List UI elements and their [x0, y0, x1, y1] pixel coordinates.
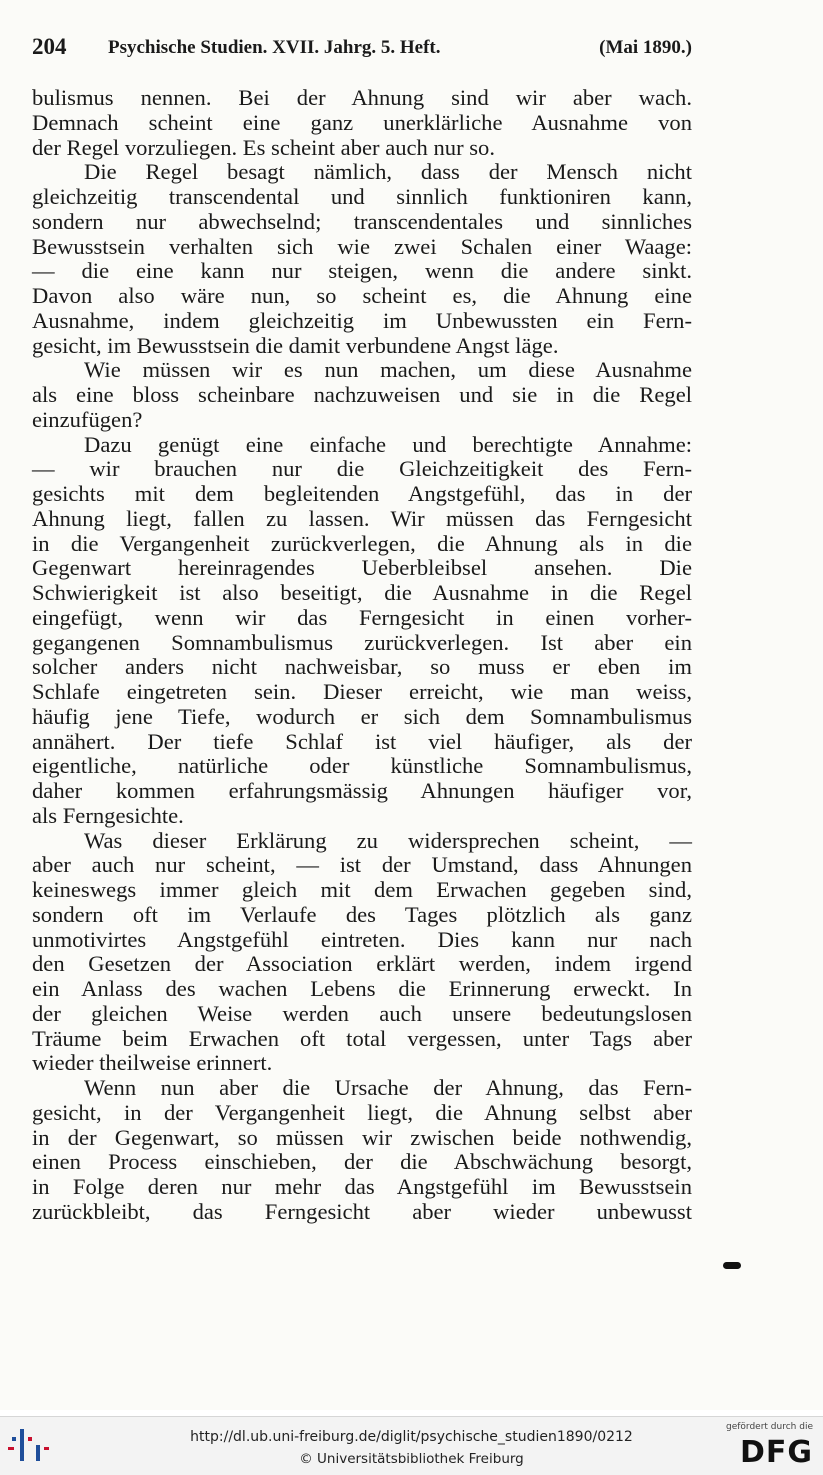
text-line: Was dieser Erklärung zu widersprechen scheint, —	[84, 827, 692, 853]
text-line: Schlafe eingetreten sein. Dieser erreicht, wie man weiss,	[32, 679, 692, 704]
text-line: gesicht, im Bewusstsein die damit verbundene Angst läge.	[32, 332, 559, 358]
running-title: Psychische Studien. XVII. Jahrg. 5. Heft.	[108, 37, 441, 58]
document-url[interactable]: http://dl.ub.uni-freiburg.de/diglit/psychische_studien1890/0212	[190, 1429, 633, 1445]
text-line: sondern nur abwechselnd; transcendentales und sinnliches	[32, 208, 692, 234]
body-text	[32, 86, 692, 1225]
text-line: Davon also wäre nun, so scheint es, die Ahnung eine	[32, 283, 692, 308]
text-line: Gegenwart hereinragendes Ueberbleibsel ansehen. Die	[32, 555, 692, 581]
dfg-logo: DFG	[739, 1435, 813, 1470]
text-line: den Gesetzen der Association erklärt werden, indem irgend	[32, 951, 692, 977]
text-line: gegangenen Somnambulismus zurückverlegen. Ist aber ein	[32, 629, 692, 655]
issue-date: (Mai 1890.)	[599, 37, 692, 58]
page-number: 204	[32, 34, 67, 59]
text-line: als Ferngesichte.	[32, 802, 184, 828]
text-line: häufig jene Tiefe, wodurch er sich dem Somnambulismus	[32, 703, 692, 729]
text-line: gesichts mit dem begleitenden Angstgefühl, das in der	[32, 481, 692, 506]
text-line: Träume beim Erwachen oft total vergessen, unter Tags aber	[32, 1025, 692, 1051]
text-line: einzufügen?	[32, 406, 143, 432]
text-line: gleichzeitig transcendental und sinnlich funktioniren kann,	[32, 184, 692, 209]
text-line: in der Gegenwart, so müssen wir zwischen beide nothwendig,	[32, 1124, 692, 1150]
text-line: ein Anlass des wachen Lebens die Erinnerung erweckt. In	[32, 976, 692, 1001]
text-line: eigentliche, natürliche oder künstliche Somnambulismus,	[32, 753, 692, 779]
text-line: in die Vergangenheit zurückverlegen, die Ahnung als in die	[32, 530, 692, 556]
text-line: sondern oft im Verlaufe des Tages plötzlich als ganz	[32, 901, 692, 927]
text-line: solcher anders nicht nachweisbar, so muss er eben im	[32, 654, 692, 680]
text-line: keineswegs immer gleich mit dem Erwachen gegeben sind,	[32, 877, 692, 902]
text-line: zurückbleibt, das Ferngesicht aber wieder unbewusst	[32, 1198, 692, 1224]
text-line: Demnach scheint eine ganz unerklärliche Ausnahme von	[32, 109, 692, 135]
text-line: der Regel vorzuliegen. Es scheint aber auch nur so.	[32, 134, 496, 160]
text-line: als eine bloss scheinbare nachzuweisen und sie in die Regel	[32, 382, 692, 407]
text-line: — die eine kann nur steigen, wenn die andere sinkt.	[32, 258, 692, 284]
scan-mark	[723, 1262, 741, 1269]
text-line: einen Process einschieben, der die Abschwächung besorgt,	[32, 1149, 692, 1175]
text-line: Bewusstsein verhalten sich wie zwei Schalen einer Waage:	[32, 233, 692, 259]
text-line: daher kommen erfahrungsmässig Ahnungen häufiger vor,	[32, 778, 692, 803]
text-line: der gleichen Weise werden auch unsere bedeutungslosen	[32, 1000, 692, 1026]
text-line: aber auch nur scheint, — ist der Umstand, dass Ahnungen	[32, 852, 692, 878]
text-line: Dazu genügt eine einfache und berechtigte Annahme:	[84, 431, 692, 457]
text-line: Wenn nun aber die Ursache der Ahnung, das Fern-	[84, 1075, 692, 1100]
text-line: in Folge deren nur mehr das Angstgefühl im Bewusstsein	[32, 1174, 692, 1199]
text-line: Die Regel besagt nämlich, dass der Mensch nicht	[84, 159, 692, 185]
viewer-footer	[0, 1416, 823, 1475]
text-line: annähert. Der tiefe Schlaf ist viel häufiger, als der	[32, 728, 692, 754]
copyright-notice: © Universitätsbibliothek Freiburg	[299, 1451, 524, 1467]
text-line: wieder theilweise erinnert.	[32, 1050, 273, 1076]
page-header	[32, 34, 692, 68]
text-line: Wie müssen wir es nun machen, um diese Ausnahme	[84, 357, 692, 383]
text-line: Ahnung liegt, fallen zu lassen. Wir müssen das Ferngesicht	[32, 505, 692, 531]
text-line: — wir brauchen nur die Gleichzeitigkeit des Fern-	[32, 456, 692, 482]
text-line: bulismus nennen. Bei der Ahnung sind wir aber wach.	[32, 85, 692, 110]
text-line: unmotivirtes Angstgefühl eintreten. Dies kann nur nach	[32, 926, 692, 952]
text-line: Schwierigkeit ist also beseitigt, die Ausnahme in die Regel	[32, 580, 692, 605]
text-line: Ausnahme, indem gleichzeitig im Unbewussten ein Fern-	[32, 307, 692, 333]
funding-note: gefördert durch die	[726, 1422, 813, 1432]
text-line: gesicht, in der Vergangenheit liegt, die Ahnung selbst aber	[32, 1099, 692, 1125]
text-line: eingefügt, wenn wir das Ferngesicht in einen vorher-	[32, 604, 692, 630]
